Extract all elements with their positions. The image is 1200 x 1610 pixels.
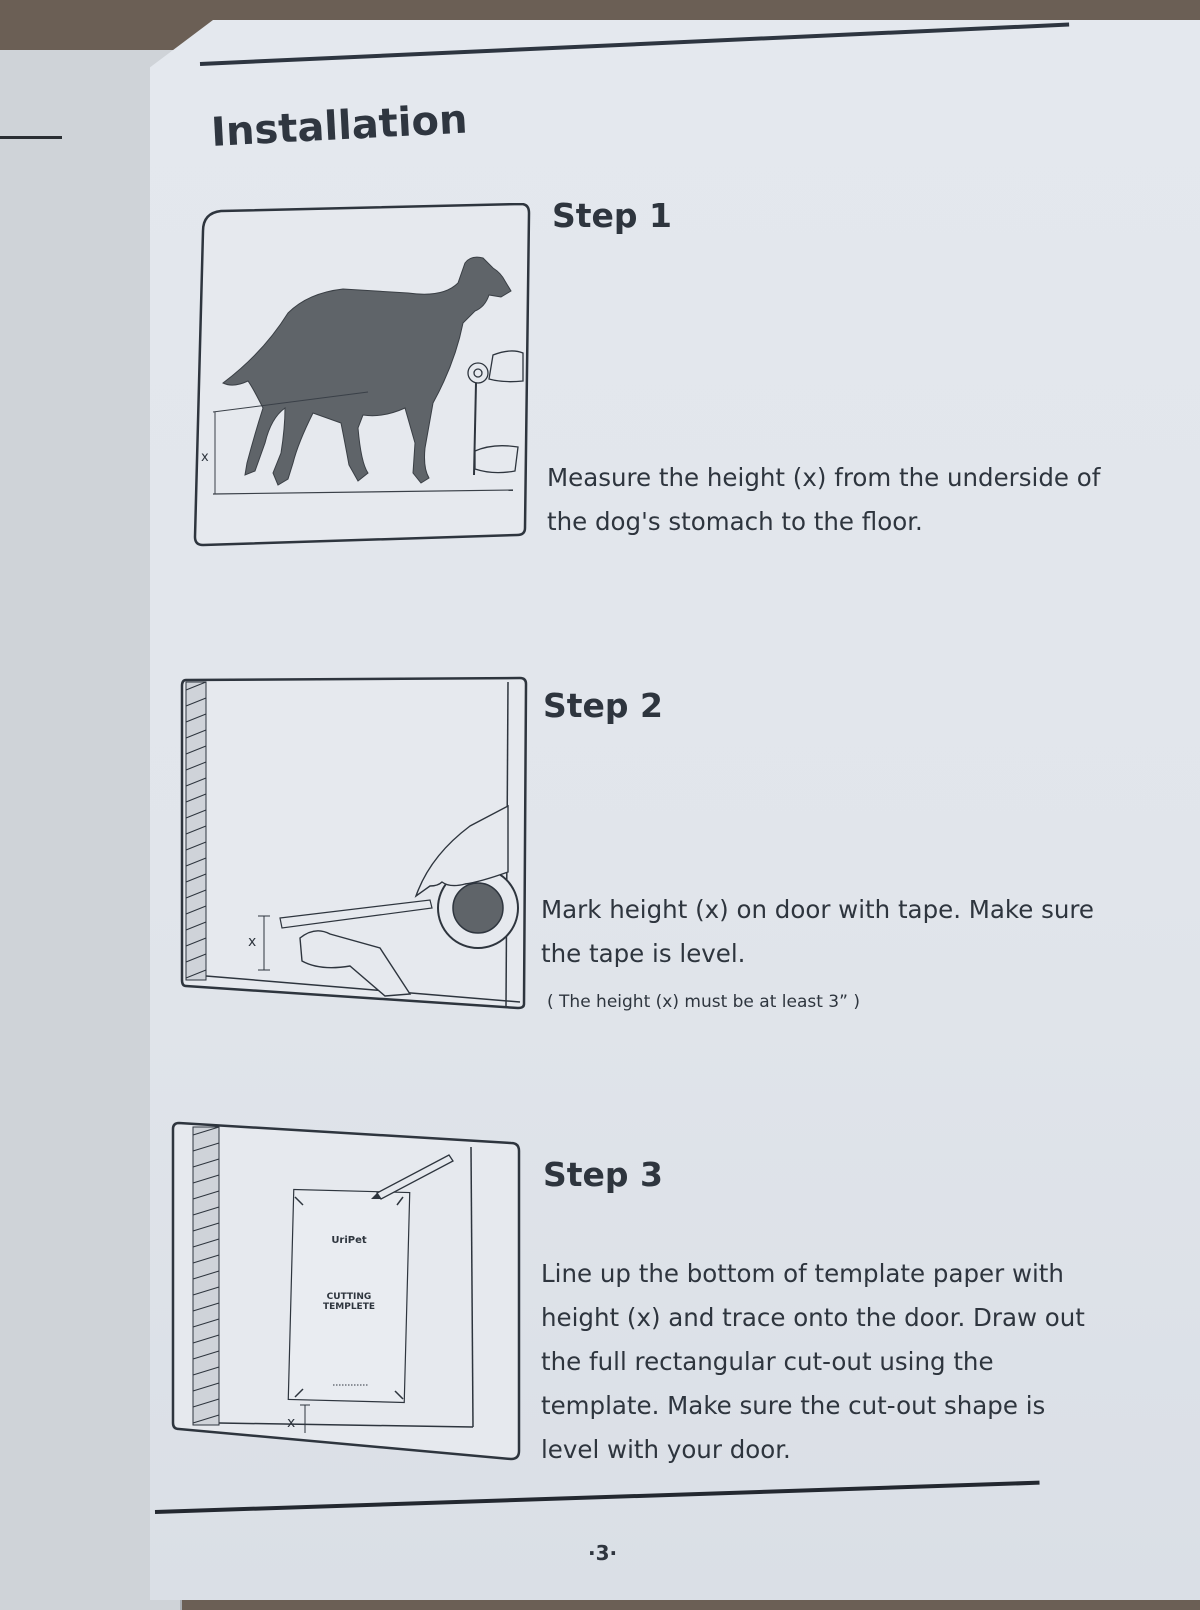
step2-note: ( The height (x) must be at least 3” ): [547, 992, 860, 1012]
step3-illustration: [171, 1121, 523, 1463]
step1-title: Step 1: [552, 196, 672, 235]
page-title: Installation: [210, 96, 469, 156]
step2-illustration: [180, 676, 528, 1010]
step1-description: Measure the height (x) from the underside of the dog's stomach to the floor.: [547, 463, 1101, 536]
step1-measure-label: x: [201, 450, 209, 465]
left-page-rule: [0, 136, 62, 139]
step2-title: Step 2: [543, 686, 663, 725]
step1-illustration: [193, 203, 533, 548]
step3-title: Step 3: [543, 1155, 663, 1194]
step2-description: Mark height (x) on door with tape. Make sure the tape is level.: [541, 895, 1094, 968]
template-label-line1: CUTTING: [326, 1292, 372, 1302]
template-label-line2: TEMPLETE: [322, 1302, 376, 1312]
step3-description: Line up the bottom of template paper with height (x) and trace onto the door. Draw out the full rectangular cut-out using the template. Make sure the cut-out shape is level with your door.: [541, 1259, 1085, 1464]
page-number: ·3·: [588, 1541, 618, 1565]
template-brand-logo: UriPet: [331, 1235, 367, 1246]
step3-measure-label: x: [287, 1415, 296, 1431]
step2-measure-label: x: [248, 934, 257, 950]
